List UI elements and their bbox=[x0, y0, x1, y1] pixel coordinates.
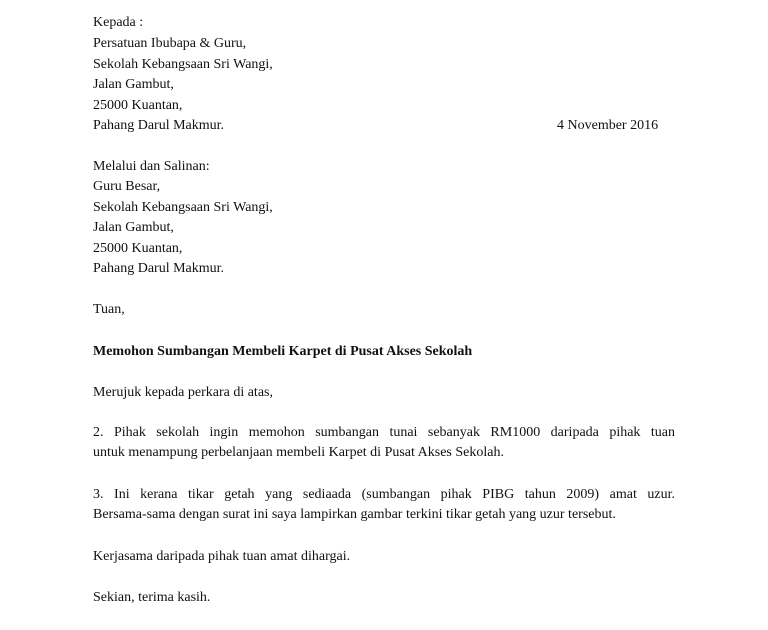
salutation: Tuan, bbox=[93, 302, 125, 317]
letter-subject: Memohon Sumbangan Membeli Karpet di Pusat Akses Sekolah bbox=[93, 344, 473, 359]
paragraph-2 bbox=[93, 423, 675, 463]
letter-date: 4 November 2016 bbox=[557, 118, 659, 133]
recipient-line-2: Sekolah Kebangsaan Sri Wangi, bbox=[93, 57, 273, 72]
via-line-5: Pahang Darul Makmur. bbox=[93, 261, 225, 276]
paragraph-3 bbox=[93, 485, 675, 525]
paragraph-3-line-1: 3. Ini kerana tikar getah yang sediaada (sumbangan pihak PIBG tahun 2009) amat uzur. bbox=[93, 487, 675, 502]
reference-line: Merujuk kepada perkara di atas, bbox=[93, 385, 273, 400]
appreciation-line: Kerjasama daripada pihak tuan amat dihargai. bbox=[93, 549, 351, 564]
via-label: Melalui dan Salinan: bbox=[93, 159, 210, 174]
paragraph-3-line-2: Bersama-sama dengan surat ini saya lampirkan gambar terkini tikar getah yang uzur tersebut. bbox=[93, 507, 616, 522]
paragraph-2-line-2: untuk menampung perbelanjaan membeli Karpet di Pusat Akses Sekolah. bbox=[93, 445, 504, 460]
recipient-line-5: Pahang Darul Makmur. bbox=[93, 118, 225, 133]
recipient-line-4: 25000 Kuantan, bbox=[93, 98, 183, 113]
via-line-1: Guru Besar, bbox=[93, 179, 161, 194]
paragraph-2-line-1: 2. Pihak sekolah ingin memohon sumbangan tunai sebanyak RM1000 daripada pihak tuan bbox=[93, 425, 675, 440]
recipient-label: Kepada : bbox=[93, 15, 144, 30]
recipient-line-1: Persatuan Ibubapa & Guru, bbox=[93, 36, 247, 51]
via-line-2: Sekolah Kebangsaan Sri Wangi, bbox=[93, 200, 273, 215]
closing-line: Sekian, terima kasih. bbox=[93, 590, 211, 605]
via-line-4: 25000 Kuantan, bbox=[93, 241, 183, 256]
recipient-line-3: Jalan Gambut, bbox=[93, 77, 174, 92]
via-line-3: Jalan Gambut, bbox=[93, 220, 174, 235]
